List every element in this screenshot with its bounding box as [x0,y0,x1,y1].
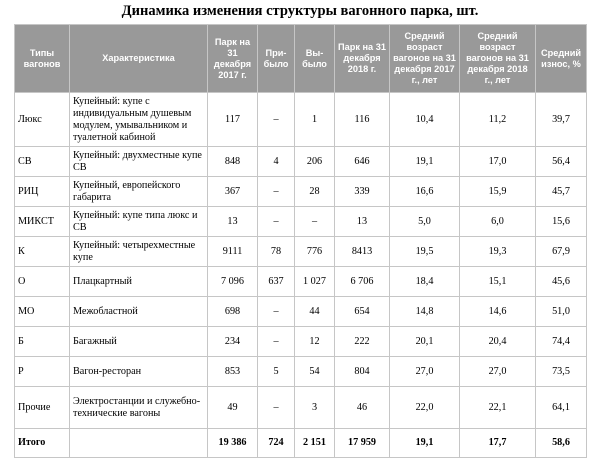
cell-age-2017: 22,0 [390,387,460,429]
cell-type: РИЦ [15,177,70,207]
cell-wear: 39,7 [536,93,587,147]
cell-park-2018: 222 [335,327,390,357]
cell-park-2017: 19 386 [208,429,258,458]
cell-age-2017: 18,4 [390,267,460,297]
cell-wear: 74,4 [536,327,587,357]
cell-park-2017: 848 [208,147,258,177]
cell-description: Купейный: четырехместные купе [70,237,208,267]
cell-age-2018: 15,9 [460,177,536,207]
cell-arrived: 5 [258,357,295,387]
table-row [15,297,587,327]
header-park-2018: Парк на 31 декабря 2018 г. [335,25,390,93]
cell-park-2017: 9111 [208,237,258,267]
cell-park-2018: 13 [335,207,390,237]
cell-park-2018: 646 [335,147,390,177]
cell-age-2018: 20,4 [460,327,536,357]
cell-wear: 45,7 [536,177,587,207]
cell-wear: 56,4 [536,147,587,177]
table-row [15,177,587,207]
header-wear: Средний износ, % [536,25,587,93]
cell-type: МО [15,297,70,327]
cell-type: СВ [15,147,70,177]
table-title: Динамика изменения структуры вагонного парка, шт. [121,3,479,19]
cell-type: Б [15,327,70,357]
cell-park-2018: 339 [335,177,390,207]
table-row [15,147,587,177]
cell-type: О [15,267,70,297]
cell-departed: 1 [295,93,335,147]
cell-age-2018: 15,1 [460,267,536,297]
total-row [15,429,587,458]
cell-departed: 3 [295,387,335,429]
cell-departed: 54 [295,357,335,387]
cell-departed: 12 [295,327,335,357]
cell-park-2018: 6 706 [335,267,390,297]
cell-arrived: – [258,297,295,327]
cell-type: Люкс [15,93,70,147]
header-type: Типы вагонов [15,25,70,93]
cell-departed: 2 151 [295,429,335,458]
cell-type: Прочие [15,387,70,429]
cell-departed: 44 [295,297,335,327]
cell-description: Купейный: купе типа люкс и СВ [70,207,208,237]
cell-type: К [15,237,70,267]
cell-arrived: – [258,207,295,237]
cell-description: Багажный [70,327,208,357]
cell-wear: 15,6 [536,207,587,237]
cell-description: Электростанции и служебно-технические вагоны [70,387,208,429]
cell-park-2017: 853 [208,357,258,387]
cell-description: Купейный: купе с индивидуальным душевым модулем, умывальником и туалетной кабиной [70,93,208,147]
cell-departed: 1 027 [295,267,335,297]
cell-departed: 206 [295,147,335,177]
cell-park-2018: 17 959 [335,429,390,458]
cell-age-2017: 19,1 [390,429,460,458]
cell-age-2017: 20,1 [390,327,460,357]
cell-age-2018: 14,6 [460,297,536,327]
cell-description: Купейный, европейского габарита [70,177,208,207]
cell-wear: 51,0 [536,297,587,327]
cell-park-2018: 46 [335,387,390,429]
cell-description: Вагон-ресторан [70,357,208,387]
cell-age-2018: 17,0 [460,147,536,177]
cell-age-2018: 22,1 [460,387,536,429]
cell-age-2017: 10,4 [390,93,460,147]
cell-age-2017: 19,5 [390,237,460,267]
table-row [15,237,587,267]
table-row [15,207,587,237]
cell-type: МИКСТ [15,207,70,237]
header-age-2017: Средний возраст вагонов на 31 декабря 2017 г., лет [390,25,460,93]
cell-wear: 67,9 [536,237,587,267]
cell-age-2017: 16,6 [390,177,460,207]
header-age-2018: Средний возраст вагонов на 31 декабря 2018 г., лет [460,25,536,93]
cell-park-2017: 13 [208,207,258,237]
cell-arrived: – [258,93,295,147]
cell-description [70,429,208,458]
header-park-2017: Парк на 31 декабря 2017 г. [208,25,258,93]
cell-arrived: 724 [258,429,295,458]
table-row [15,387,587,429]
cell-park-2017: 367 [208,177,258,207]
cell-arrived: 78 [258,237,295,267]
wagon-fleet-table [14,24,587,458]
cell-wear: 64,1 [536,387,587,429]
cell-park-2017: 49 [208,387,258,429]
cell-park-2017: 117 [208,93,258,147]
cell-departed: 28 [295,177,335,207]
header-arrived: При-было [258,25,295,93]
table-row [15,267,587,297]
header-row [15,25,587,93]
cell-departed: – [295,207,335,237]
header-description: Характеристика [70,25,208,93]
cell-type: Р [15,357,70,387]
cell-age-2018: 11,2 [460,93,536,147]
cell-arrived: – [258,177,295,207]
cell-wear: 58,6 [536,429,587,458]
cell-arrived: 4 [258,147,295,177]
cell-description: Плацкартный [70,267,208,297]
cell-age-2017: 5,0 [390,207,460,237]
cell-departed: 776 [295,237,335,267]
cell-wear: 45,6 [536,267,587,297]
cell-age-2018: 17,7 [460,429,536,458]
cell-age-2018: 6,0 [460,207,536,237]
cell-arrived: 637 [258,267,295,297]
cell-arrived: – [258,387,295,429]
cell-park-2017: 698 [208,297,258,327]
cell-type: Итого [15,429,70,458]
cell-park-2018: 654 [335,297,390,327]
cell-park-2017: 7 096 [208,267,258,297]
cell-age-2017: 27,0 [390,357,460,387]
cell-park-2018: 116 [335,93,390,147]
cell-age-2017: 14,8 [390,297,460,327]
cell-age-2017: 19,1 [390,147,460,177]
cell-park-2018: 8413 [335,237,390,267]
table-row [15,93,587,147]
header-departed: Вы-было [295,25,335,93]
cell-description: Купейный: двухместные купе СВ [70,147,208,177]
cell-age-2018: 19,3 [460,237,536,267]
cell-park-2017: 234 [208,327,258,357]
cell-arrived: – [258,327,295,357]
cell-description: Межобластной [70,297,208,327]
table-row [15,327,587,357]
table-row [15,357,587,387]
cell-age-2018: 27,0 [460,357,536,387]
cell-wear: 73,5 [536,357,587,387]
cell-park-2018: 804 [335,357,390,387]
